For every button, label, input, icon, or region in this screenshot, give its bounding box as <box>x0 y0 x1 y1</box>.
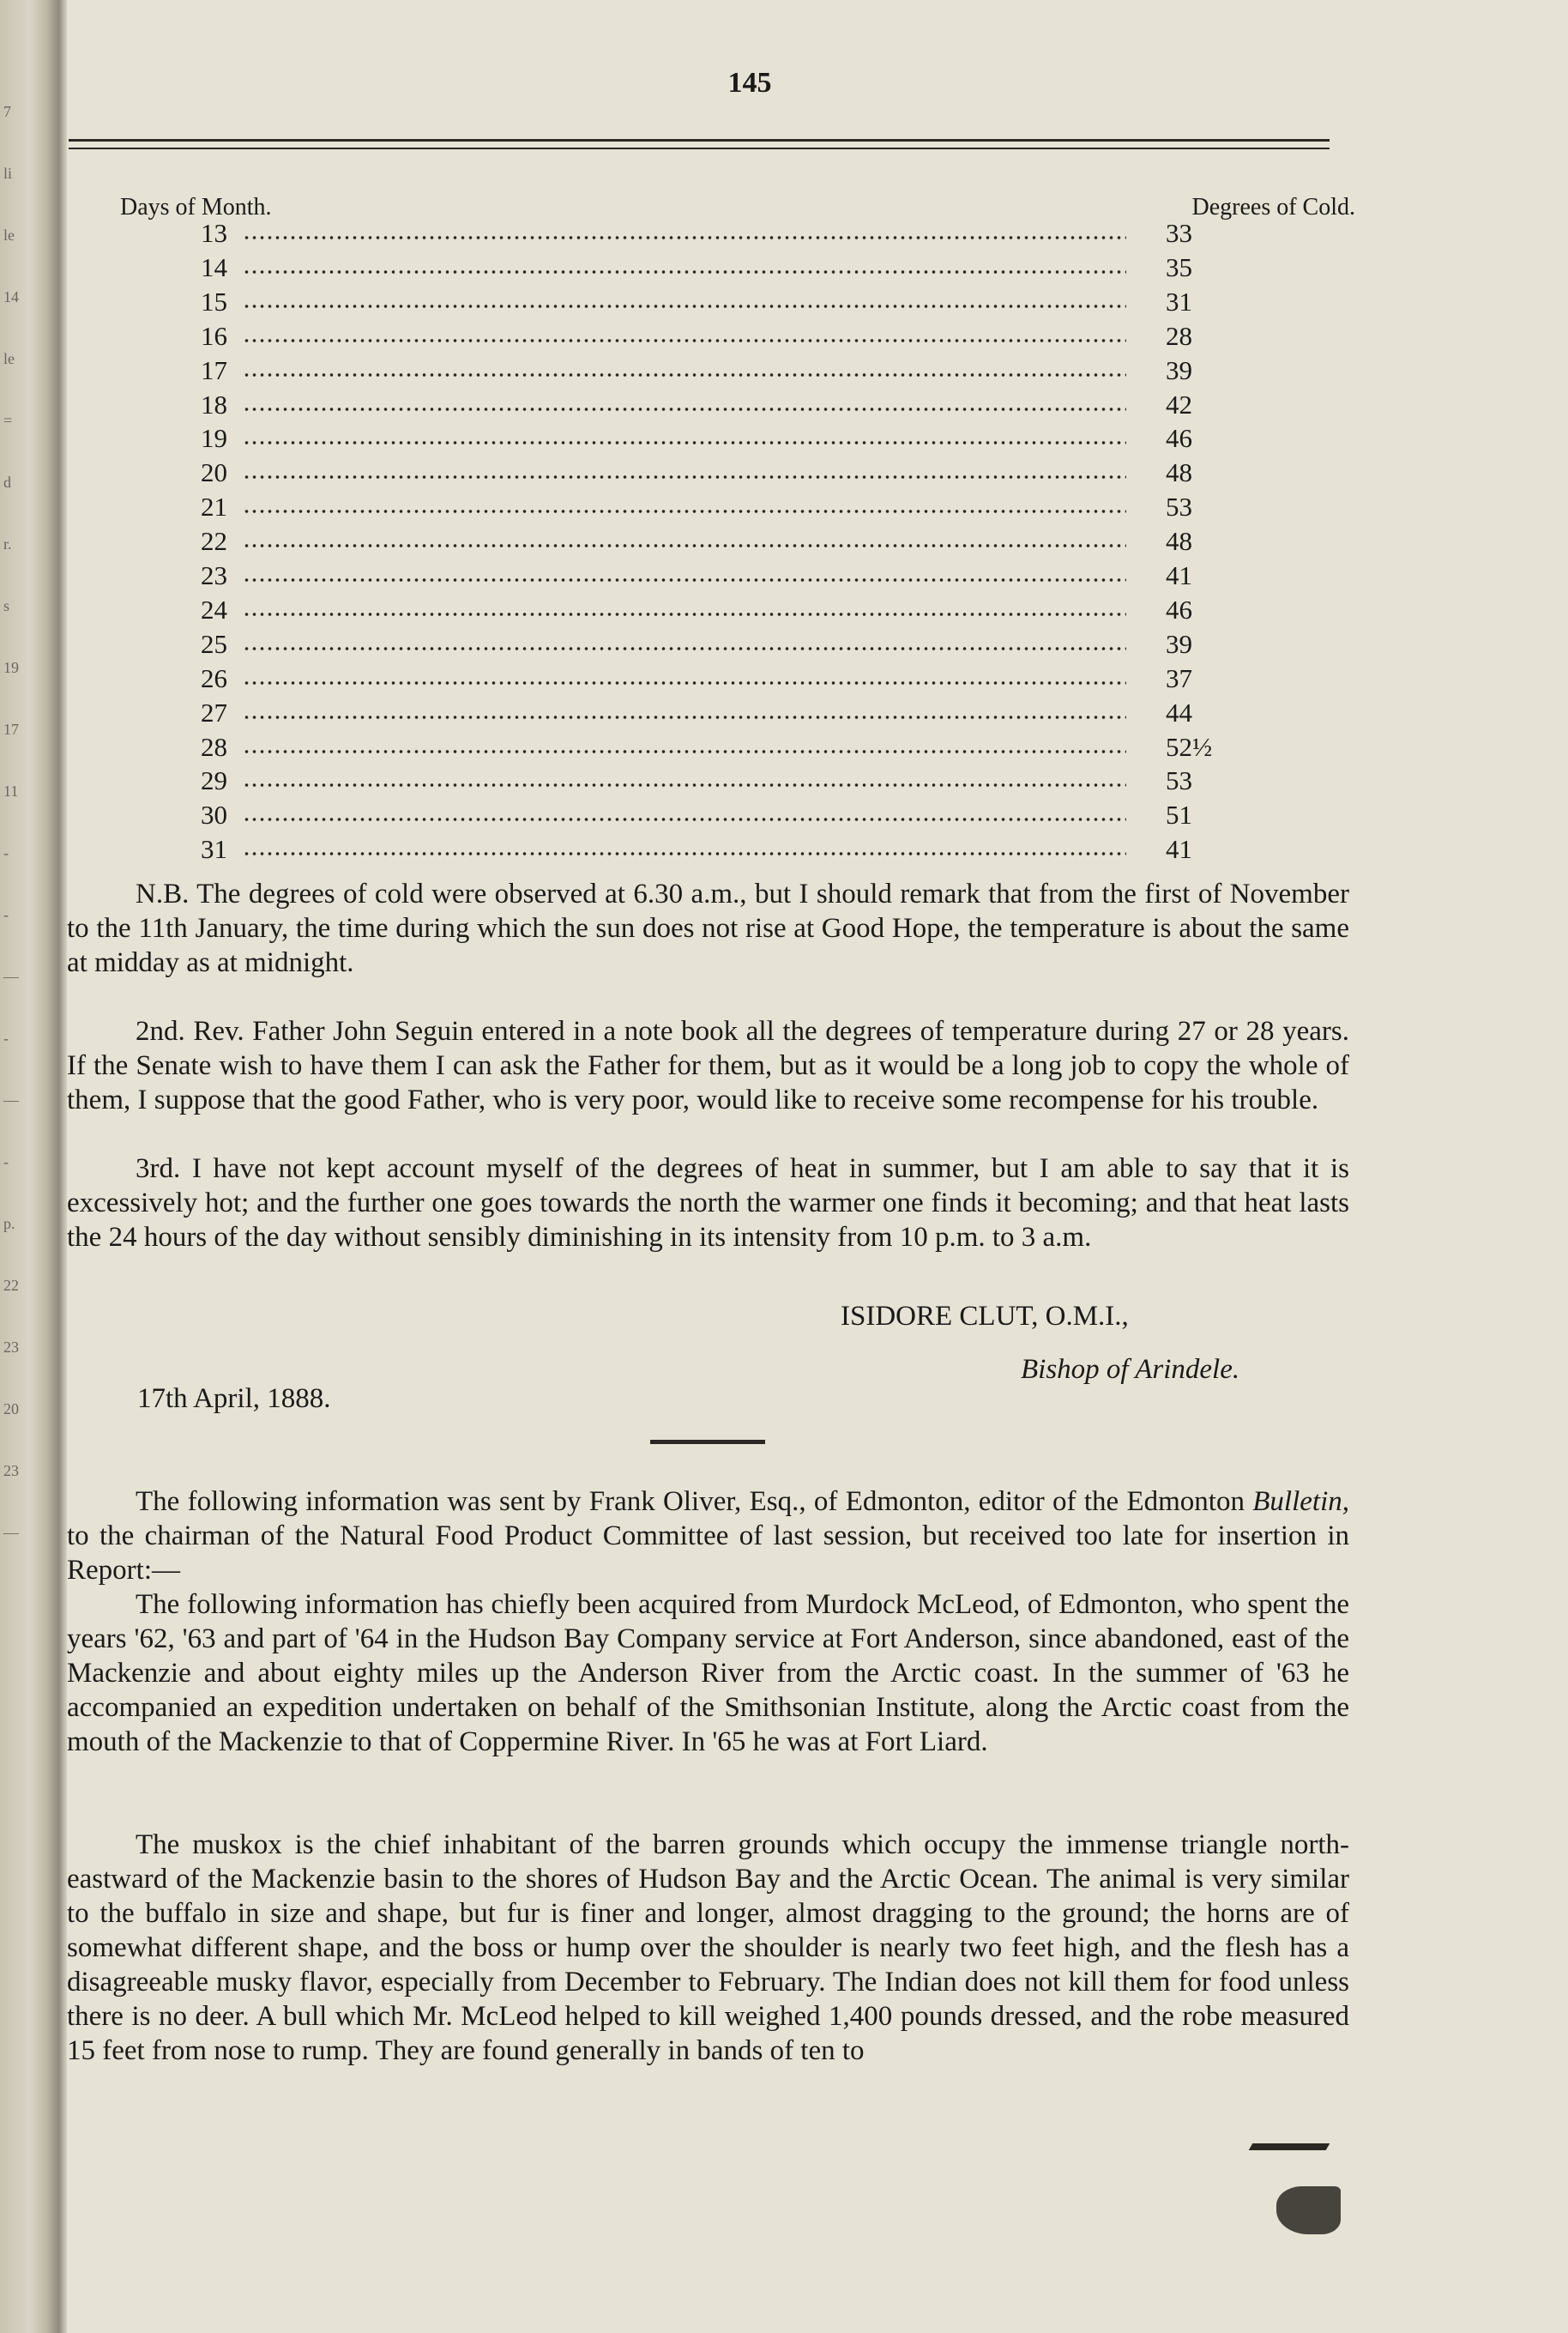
table-row <box>67 492 1439 526</box>
table-row <box>67 457 1439 492</box>
third-paragraph: 3rd. I have not kept account myself of the degrees of heat in summer, but I am able to say that it is excessively hot; and the further one goes towards the north the warmer one finds it becoming; and that heat lasts the 24 hours of the day without sensibly diminishing in its intensity from 10 p.m. to 3 a.m. <box>67 1153 1349 1253</box>
day-of-month: 28 <box>201 731 227 762</box>
edge-mark: 23 <box>3 1339 19 1356</box>
degrees-of-cold: 37 <box>1166 662 1192 693</box>
table-row <box>67 629 1439 663</box>
page-number: 145 <box>727 67 772 99</box>
dot-leader <box>243 372 1126 378</box>
edge-mark: — <box>3 1091 19 1109</box>
edge-mark: — <box>3 1524 19 1541</box>
day-of-month: 19 <box>201 423 227 454</box>
day-of-month: 13 <box>201 218 227 248</box>
table-row <box>67 252 1439 287</box>
intro-text-before: The following information was sent by Frank Oliver, Esq., of Edmonton, editor of the Edmonton <box>136 1486 1253 1517</box>
day-of-month: 24 <box>201 594 227 625</box>
table-row <box>67 560 1439 595</box>
dot-leader <box>243 577 1126 583</box>
edge-mark: 22 <box>3 1277 19 1294</box>
degrees-of-cold: 31 <box>1166 286 1192 317</box>
intro-paragraph <box>67 1484 1349 1587</box>
degrees-of-cold: 48 <box>1166 457 1192 488</box>
ink-smudge <box>1249 2143 1330 2150</box>
table-row <box>67 732 1439 766</box>
degrees-of-cold: 39 <box>1166 354 1192 385</box>
edge-mark: le <box>3 227 15 244</box>
dot-leader <box>243 748 1126 755</box>
signature-title: Bishop of Arindele. <box>1021 1354 1240 1385</box>
signature-name: ISIDORE CLUT, O.M.I., <box>841 1301 1129 1332</box>
edge-mark: 19 <box>3 659 19 676</box>
day-of-month: 14 <box>201 251 227 282</box>
degrees-of-cold: 51 <box>1166 800 1192 831</box>
dot-leader <box>243 542 1126 549</box>
dot-leader <box>243 406 1126 413</box>
edge-mark: s <box>3 597 10 614</box>
dot-leader <box>243 269 1126 275</box>
ink-blot <box>1276 2186 1341 2234</box>
header-rule-secondary <box>69 148 1330 149</box>
edge-mark: - <box>3 844 9 861</box>
day-of-month: 25 <box>201 628 227 659</box>
day-of-month: 16 <box>201 320 227 351</box>
degrees-of-cold: 42 <box>1166 389 1192 420</box>
table-row <box>67 663 1439 698</box>
degrees-of-cold: 39 <box>1166 628 1192 659</box>
day-of-month: 30 <box>201 800 227 831</box>
degrees-of-cold: 41 <box>1166 560 1192 590</box>
muskox-paragraph: The muskox is the chief inhabitant of the barren grounds which occupy the immense triangle north-eastward of the Mackenzie basin to the shores of Hudson Bay and the Arctic Ocean. The animal is very similar to the buffalo in size and shape, but fur is finer and longer, almost dragging to the ground; the horns are of somewhat different shape, and the boss or hump over the shoulder is nearly two feet high, and the flesh has a disagreeable musky flavor, especially from December to February. The Indian does not kill them for food unless there is no deer. A bull which Mr. McLeod helped to kill weighed 1,400 pounds dressed, and the robe measured 15 feet from nose to rump. They are found generally in bands of ten to <box>67 1829 1349 2066</box>
table-row <box>67 321 1439 355</box>
column-degrees-header: Degrees of Cold. <box>1191 194 1355 221</box>
edge-mark: 23 <box>3 1462 19 1479</box>
dot-leader <box>243 611 1126 618</box>
bulletin-title: Bulletin, <box>1252 1486 1349 1517</box>
edge-mark: li <box>3 165 13 182</box>
day-of-month: 26 <box>201 662 227 693</box>
day-of-month: 27 <box>201 697 227 728</box>
dot-leader <box>243 234 1126 241</box>
table-row <box>67 218 1439 252</box>
dot-leader <box>243 782 1126 789</box>
degrees-of-cold: 41 <box>1166 834 1192 865</box>
edge-mark: 7 <box>3 103 11 120</box>
edge-mark: - <box>3 1030 9 1047</box>
dot-leader <box>243 508 1126 515</box>
day-of-month: 18 <box>201 389 227 420</box>
table-row <box>67 765 1439 800</box>
edge-mark: 14 <box>3 288 19 305</box>
dot-leader <box>243 816 1126 823</box>
dot-leader <box>243 474 1126 481</box>
dot-leader <box>243 337 1126 344</box>
day-of-month: 22 <box>201 526 227 557</box>
degrees-of-cold: 53 <box>1166 765 1192 796</box>
dot-leader <box>243 303 1126 310</box>
edge-mark: - <box>3 906 9 923</box>
degrees-of-cold: 46 <box>1166 423 1192 454</box>
table-row <box>67 698 1439 732</box>
dot-leader <box>243 680 1126 686</box>
header-rule <box>69 139 1330 142</box>
nb-paragraph: N.B. The degrees of cold were observed at 6.30 a.m., but I should remark that from the first of November to the 11th January, the time during which the sun does not rise at Good Hope, the temperature is about the same at midday as at midnight. <box>67 879 1349 978</box>
degrees-of-cold: 53 <box>1166 492 1192 523</box>
degrees-of-cold: 35 <box>1166 251 1192 282</box>
edge-mark: = <box>3 412 13 429</box>
section-divider <box>650 1440 765 1444</box>
book-binding-gutter <box>0 0 67 2333</box>
dot-leader <box>243 645 1126 652</box>
day-of-month: 17 <box>201 354 227 385</box>
day-of-month: 20 <box>201 457 227 488</box>
day-of-month: 21 <box>201 492 227 523</box>
table-row <box>67 287 1439 321</box>
mcleod-paragraph: The following information has chiefly been acquired from Murdock McLeod, of Edmonton, who spent the years '62, '63 and part of '64 in the Hudson Bay Company service at Fort Anderson, since abandoned, east of the Mackenzie and about eighty miles up the Anderson River from the Arctic coast. In the summer of '63 he accompanied an expedition undertaken on behalf of the Smithsonian Institute, along the Arctic coast from the mouth of the Mackenzie to that of Coppermine River. In '65 he was at Fort Liard. <box>67 1589 1349 1757</box>
edge-mark: 20 <box>3 1400 19 1417</box>
edge-mark: 17 <box>3 721 19 738</box>
dot-leader <box>243 714 1126 721</box>
table-row <box>67 423 1439 457</box>
second-paragraph: 2nd. Rev. Father John Seguin entered in a note book all the degrees of temperature during 27 or 28 years. If the Senate wish to have them I can ask the Father for them, but as it would be a long job to copy the whole of them, I suppose that the good Father, who is very poor, would like to receive some recompense for his trouble. <box>67 1016 1349 1115</box>
degrees-of-cold: 28 <box>1166 320 1192 351</box>
edge-mark: p. <box>3 1215 15 1232</box>
signature-date: 17th April, 1888. <box>137 1383 331 1414</box>
intro-text-after: to the chairman of the Natural Food Product Committee of last session, but received too late for insertion in Report:— <box>67 1520 1349 1586</box>
table-row <box>67 800 1439 834</box>
dot-leader <box>243 439 1126 446</box>
edge-mark: le <box>3 350 15 367</box>
table-row <box>67 526 1439 560</box>
adjacent-page-edge <box>3 103 27 1647</box>
edge-mark: r. <box>3 535 12 553</box>
day-of-month: 29 <box>201 765 227 796</box>
document-page <box>67 0 1568 2333</box>
day-of-month: 23 <box>201 560 227 590</box>
degrees-of-cold: 48 <box>1166 526 1192 557</box>
day-of-month: 15 <box>201 286 227 317</box>
day-of-month: 31 <box>201 834 227 865</box>
degrees-of-cold: 46 <box>1166 594 1192 625</box>
dot-leader <box>243 850 1126 857</box>
edge-mark: — <box>3 968 19 985</box>
table-row <box>67 595 1439 629</box>
column-days-header: Days of Month. <box>120 194 272 221</box>
table-row <box>67 390 1439 424</box>
degrees-of-cold: 33 <box>1166 218 1192 248</box>
edge-mark: d <box>3 474 11 491</box>
table-row <box>67 834 1439 868</box>
degrees-of-cold: 44 <box>1166 697 1192 728</box>
table-row <box>67 355 1439 390</box>
edge-mark: 11 <box>3 783 19 800</box>
edge-mark: - <box>3 1153 9 1170</box>
degrees-of-cold: 52½ <box>1166 731 1213 762</box>
